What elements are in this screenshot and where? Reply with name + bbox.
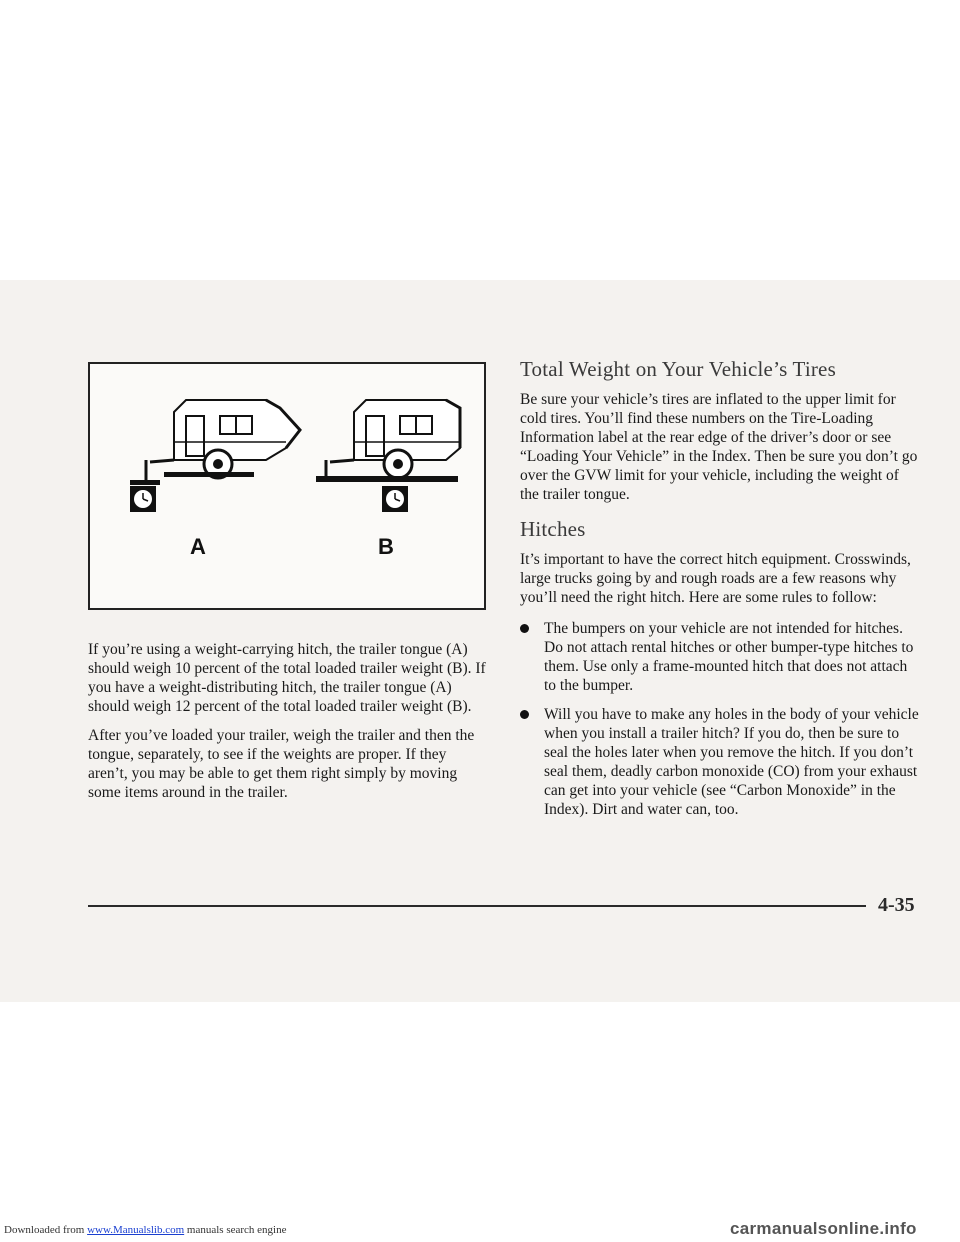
list-item [520,619,920,695]
left-column [88,640,488,812]
trailer-a-icon [130,400,300,512]
paragraph-weigh-trailer: After you’ve loaded your trailer, weigh the trailer and then the tongue, separately, to see if the weights are proper. If they aren’t, you may be able to get them right simply by moving some items around in the trailer. [88,727,475,801]
heading-total-weight: Total Weight on Your Vehicle’s Tires [520,357,836,381]
paragraph-total-weight: Be sure your vehicle’s tires are inflated to the upper limit for cold tires. You’ll find these numbers on the Tire-Loading Information label at the rear edge of the driver’s door or see “Loading Your Vehicle” in the Index. Then be sure you don’t go over the GVW limit for your vehicle, including the weight of the trailer tongue. [520,391,918,503]
figure-label-b: B [378,534,394,559]
download-watermark [4,1224,286,1236]
trailer-weight-figure [88,362,486,610]
footer-rule [88,905,866,907]
manualslib-link[interactable]: www.Manualslib.com [87,1224,185,1236]
bullet-text: Will you have to make any holes in the body of your vehicle when you install a trailer hitch? If you do, then be sure to seal the holes later when you remove the hitch. If you don’t seal them, deadly carbon monoxide (CO) from your exhaust can get into your vehicle (see “Carbon Monoxide” in the Index). Dirt and water can, too. [544,706,919,818]
list-item [520,705,920,819]
hitch-rules-list [520,619,920,819]
heading-hitches: Hitches [520,517,586,541]
page-number: 4-35 [878,894,915,916]
trailer-illustration [90,364,484,608]
paragraph-hitches: It’s important to have the correct hitch equipment. Crosswinds, large trucks going by and rough roads are a few reasons why you’ll need the right hitch. Here are some rules to follow: [520,551,911,606]
site-watermark: carmanualsonline.info [730,1219,917,1238]
watermark-suffix: manuals search engine [184,1224,287,1236]
bullet-icon [520,624,529,633]
watermark-prefix: Downloaded from [4,1224,88,1236]
bullet-icon [520,710,529,719]
figure-label-a: A [190,534,206,559]
bullet-text: The bumpers on your vehicle are not intended for hitches. Do not attach rental hitches or other bumper-type hitches to them. Use only a frame-mounted hitch that does not attach to the bumper. [544,620,914,694]
paragraph-tongue-weight: If you’re using a weight-carrying hitch, the trailer tongue (A) should weigh 10 percent of the total loaded trailer weight (B). If you have a weight-distributing hitch, the trailer tongue (A) should weigh 12 percent of the total loaded trailer weight (B). [88,641,486,715]
right-column [520,356,920,829]
trailer-b-icon [316,400,460,512]
